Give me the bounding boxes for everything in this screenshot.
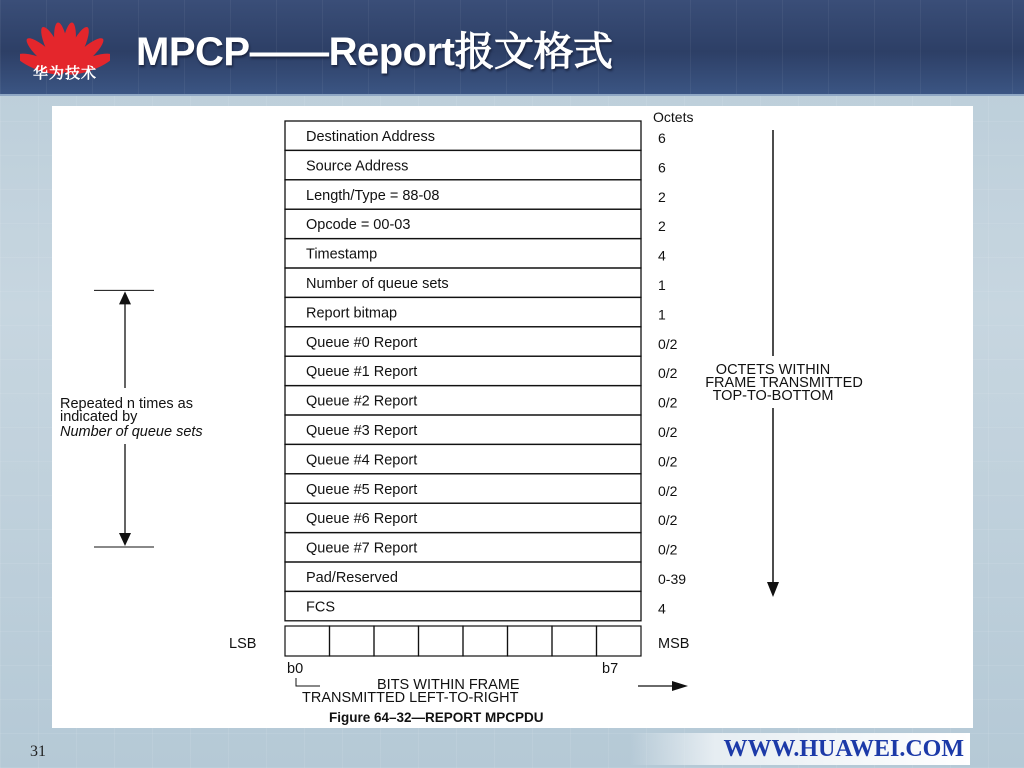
b0-label: b0 bbox=[287, 661, 304, 677]
field-octets: 0-39 bbox=[658, 571, 687, 587]
bits-note-line2: TRANSMITTED LEFT-TO-RIGHT bbox=[302, 690, 519, 706]
frame-field-row bbox=[285, 121, 666, 150]
repeat-note-line1: Repeated n times as bbox=[60, 396, 193, 412]
slide-header bbox=[0, 0, 1024, 96]
footer-url[interactable]: WWW.HUAWEI.COM bbox=[630, 733, 970, 765]
frame-field-row bbox=[285, 444, 678, 473]
repeat-note-line3: Number of queue sets bbox=[60, 424, 203, 440]
b7-label: b7 bbox=[602, 661, 619, 677]
repeat-arrow-up-head bbox=[119, 291, 131, 304]
frame-field-row bbox=[285, 562, 686, 591]
transmit-note-line2: FRAME TRANSMITTED bbox=[705, 375, 863, 391]
bit-cell bbox=[597, 626, 642, 656]
field-octets: 0/2 bbox=[658, 482, 678, 499]
frame-field-row bbox=[285, 268, 666, 297]
bits-note-line1: BITS WITHIN FRAME bbox=[377, 677, 520, 693]
logo-text: 华为技术 bbox=[32, 65, 97, 82]
bit-cell bbox=[552, 626, 597, 656]
field-octets: 6 bbox=[658, 130, 666, 146]
page-title: MPCP——Report报文格式 bbox=[136, 30, 613, 74]
field-octets: 0/2 bbox=[658, 365, 678, 382]
field-octets: 0/2 bbox=[658, 453, 678, 470]
field-label: Queue #6 Report bbox=[306, 511, 418, 528]
frame-field-row bbox=[285, 180, 666, 209]
frame-field-row bbox=[285, 591, 666, 620]
repeat-note-line2: indicated by bbox=[60, 409, 138, 425]
frame-field-row bbox=[285, 209, 666, 238]
field-cell bbox=[285, 591, 641, 620]
lsb-label: LSB bbox=[229, 636, 257, 652]
frame-field-row bbox=[285, 150, 666, 179]
repeat-arrow-down-head bbox=[119, 533, 131, 546]
field-label: Source Address bbox=[306, 158, 409, 175]
field-label: Queue #4 Report bbox=[306, 452, 418, 469]
msb-label: MSB bbox=[658, 636, 690, 652]
field-octets: 6 bbox=[658, 159, 666, 176]
field-octets: 1 bbox=[658, 306, 666, 323]
field-octets: 2 bbox=[658, 218, 666, 235]
slide-number: 31 bbox=[30, 743, 46, 760]
transmit-note-line3: TOP-TO-BOTTOM bbox=[712, 388, 834, 404]
bit-cell bbox=[419, 626, 464, 656]
frame-field-row bbox=[285, 327, 678, 356]
bits-start-bracket bbox=[296, 678, 320, 686]
field-label: FCS bbox=[306, 599, 335, 616]
frame-field-row bbox=[285, 356, 678, 385]
frame-field-row bbox=[285, 503, 678, 532]
bit-cell bbox=[330, 626, 375, 656]
field-label: Opcode = 00-03 bbox=[306, 217, 411, 234]
field-label: Queue #1 Report bbox=[306, 364, 418, 381]
frame-field-row bbox=[285, 297, 666, 326]
field-label: Timestamp bbox=[306, 246, 378, 263]
field-octets: 0/2 bbox=[658, 394, 678, 411]
field-label: Queue #2 Report bbox=[306, 393, 418, 410]
field-octets: 1 bbox=[658, 277, 666, 293]
field-label: Queue #7 Report bbox=[306, 540, 418, 557]
field-octets: 4 bbox=[658, 600, 666, 617]
bit-cell bbox=[374, 626, 419, 656]
frame-field-row bbox=[285, 533, 678, 562]
frame-format-diagram bbox=[52, 106, 973, 728]
field-label: Length/Type = 88-08 bbox=[306, 187, 440, 204]
field-octets: 0/2 bbox=[658, 335, 678, 352]
field-label: Report bitmap bbox=[306, 305, 398, 322]
frame-field-row bbox=[285, 386, 678, 415]
field-label: Queue #0 Report bbox=[306, 334, 418, 351]
field-octets: 2 bbox=[658, 188, 666, 205]
bit-cell bbox=[508, 626, 553, 656]
field-octets: 0/2 bbox=[658, 424, 678, 440]
frame-field-row bbox=[285, 415, 678, 444]
bits-arrow-head bbox=[672, 681, 688, 691]
field-label: Number of queue sets bbox=[306, 276, 449, 292]
field-label: Queue #3 Report bbox=[306, 423, 418, 439]
field-octets: 4 bbox=[658, 247, 666, 264]
bit-cell bbox=[463, 626, 508, 656]
field-label: Queue #5 Report bbox=[306, 481, 418, 498]
field-octets: 0/2 bbox=[658, 541, 678, 558]
transmit-note-line1: OCTETS WITHIN bbox=[715, 362, 831, 378]
field-label: Pad/Reserved bbox=[306, 570, 398, 586]
transmit-arrow-head bbox=[767, 582, 779, 597]
field-octets: 0/2 bbox=[658, 512, 678, 529]
field-label: Destination Address bbox=[306, 129, 435, 145]
figure-caption: Figure 64–32—REPORT MPCPDU bbox=[329, 710, 544, 725]
frame-field-row bbox=[285, 239, 666, 268]
bit-cell bbox=[285, 626, 330, 656]
report-mpcpdu-figure bbox=[52, 106, 973, 728]
frame-field-row bbox=[285, 474, 678, 503]
octets-header: Octets bbox=[653, 109, 694, 125]
